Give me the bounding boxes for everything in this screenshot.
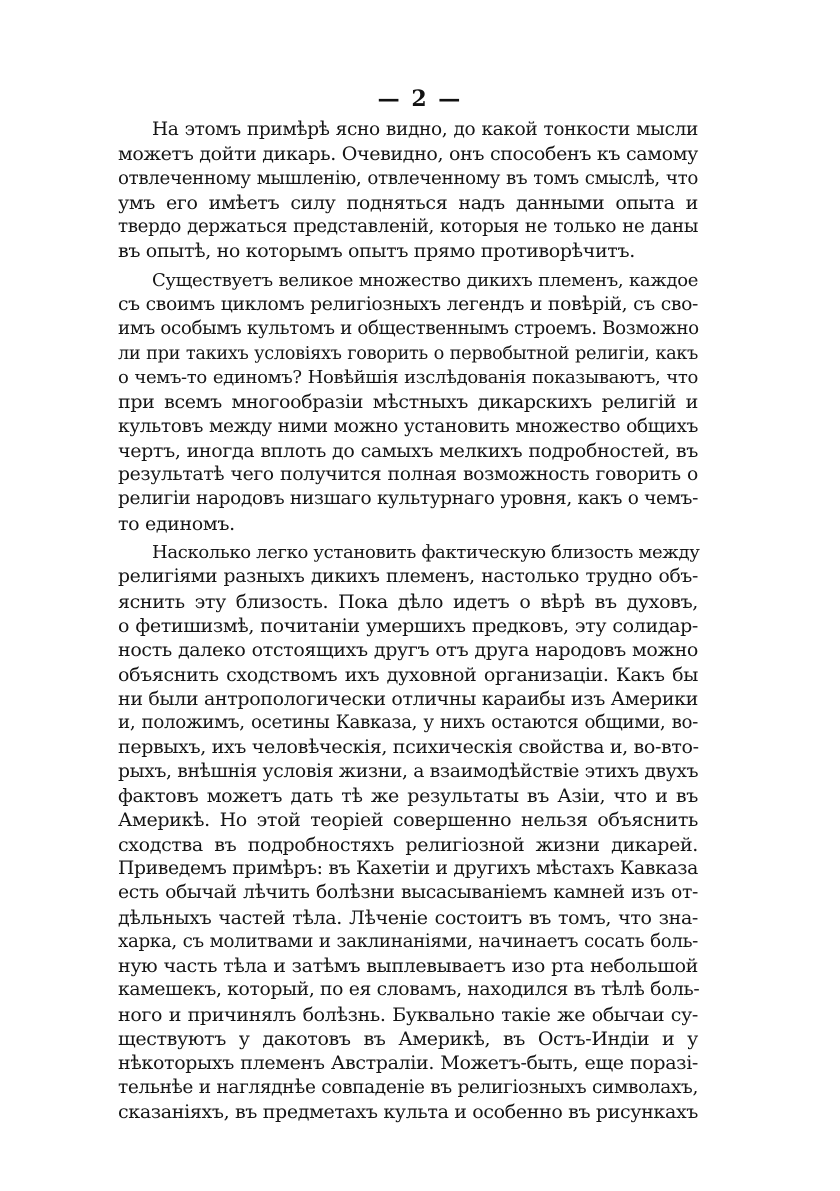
text-line: камешекъ, который, по ея словамъ, находился въ тѣлѣ боль- — [118, 979, 700, 1001]
paragraph-3 — [118, 541, 698, 1124]
text-line: религіи народовъ низшаго культурнаго уровня, какъ о чемъ- — [118, 488, 698, 510]
text-line: ли при такихъ условіяхъ говорить о первобытной религіи, какъ — [118, 343, 698, 364]
page-number: — 2 — — [377, 86, 463, 112]
text-line: харка, съ молитвами и заклинаніями, начинаетъ сосать боль- — [118, 930, 698, 952]
text-line: Существуетъ великое множество дикихъ племенъ, каждое — [152, 269, 698, 291]
text-line: Насколько легко установить фактическую близость между — [152, 542, 700, 564]
text-line: съ своимъ цикломъ религіозныхъ легендъ и повѣрій, съ сво- — [118, 294, 698, 316]
text-line: Америкѣ. Но этой теоріей совершенно нельзя объяснить — [118, 809, 698, 832]
text-line: рыхъ, внѣшнія условія жизни, а взаимодѣйствіе этихъ двухъ — [118, 760, 699, 782]
text-line: сходства въ подробностяхъ религіозной жизни дикарей. — [118, 833, 698, 856]
text-line: твердо держаться представленій, которыя не только не даны — [118, 216, 698, 238]
text-line: результатѣ чего получится полная возможность говорить о — [118, 464, 698, 486]
text-line: дѣльныхъ частей тѣла. Лѣченіе состоитъ въ томъ, что зна- — [118, 906, 698, 929]
text-line: ни были антропологически отличны караибы изъ Америки — [118, 687, 698, 710]
text-line: въ опытѣ, но которымъ опытъ прямо противорѣчитъ. — [118, 240, 635, 263]
text-line: яснить эту близость. Пока дѣло идетъ о вѣрѣ въ духовъ, — [118, 590, 698, 613]
text-line: ную часть тѣла и затѣмъ выплевываетъ изо рта небольшой — [118, 955, 698, 978]
text-line: культовъ между ними можно установить множество общихъ — [118, 415, 698, 437]
text-line: тельнѣе и нагляднѣе совпаденіе въ религіозныхъ символахъ, — [118, 1076, 698, 1098]
text-line: объяснить сходствомъ ихъ духовной организаціи. Какъ бы — [118, 663, 698, 686]
text-line: первыхъ, ихъ человѣческія, психическія свойства и, во-вто- — [118, 736, 699, 759]
text-line: о фетишизмѣ, почитаніи умершихъ предковъ, эту солидар- — [118, 614, 698, 637]
text-line: На этомъ примѣрѣ ясно видно, до какой тонкости мысли — [152, 119, 698, 140]
text-line: религіями разныхъ дикихъ племенъ, настолько трудно объ- — [118, 566, 698, 588]
text-line: нѣкоторыхъ племенъ Австраліи. Можетъ-быть, еще поразі- — [118, 1052, 698, 1075]
paragraph-2 — [118, 269, 698, 536]
text-line: о чемъ-то единомъ? Новѣйшія изслѣдованія показываютъ, что — [118, 366, 698, 388]
text-line: можетъ дойти дикарь. Очевидно, онъ способенъ къ самому — [118, 143, 698, 166]
text-line: фактовъ можетъ дать тѣ же результаты въ Азіи, что и въ — [118, 785, 698, 808]
text-line: и, положимъ, осетины Кавказа, у нихъ остаются общими, во- — [118, 712, 698, 734]
paragraph-1 — [118, 118, 698, 264]
text-line: сказаніяхъ, въ предметахъ культа и особенно въ рисункахъ — [118, 1100, 699, 1123]
text-line: ного и причинялъ болѣзнь. Буквально такіе же обычаи су- — [118, 1003, 698, 1026]
text-line: есть обычай лѣчить болѣзни высасываніемъ камней изъ от- — [118, 882, 698, 904]
text-line: имъ особымъ культомъ и общественнымъ строемъ. Возможно — [118, 318, 699, 340]
text-line: ществуютъ у дакотовъ въ Америкѣ, въ Остъ-Индіи и у — [118, 1027, 698, 1050]
body-text — [118, 118, 698, 1124]
text-line: Приведемъ примѣръ: въ Кахетіи и другихъ мѣстахъ Кавказа — [118, 857, 698, 879]
text-line: ность далеко отстоящихъ другъ отъ друга народовъ можно — [118, 639, 698, 662]
text-line: чертъ, иногда вплоть до самыхъ мелкихъ подробностей, въ — [118, 439, 698, 462]
text-line: то единомъ. — [118, 512, 235, 535]
text-line: умъ его имѣетъ силу подняться надъ данными опыта и — [118, 191, 698, 214]
text-line: при всемъ многообразіи мѣстныхъ дикарскихъ религій и — [118, 391, 698, 414]
text-line: отвлеченному мышленію, отвлеченному въ томъ смыслѣ, что — [118, 167, 698, 189]
